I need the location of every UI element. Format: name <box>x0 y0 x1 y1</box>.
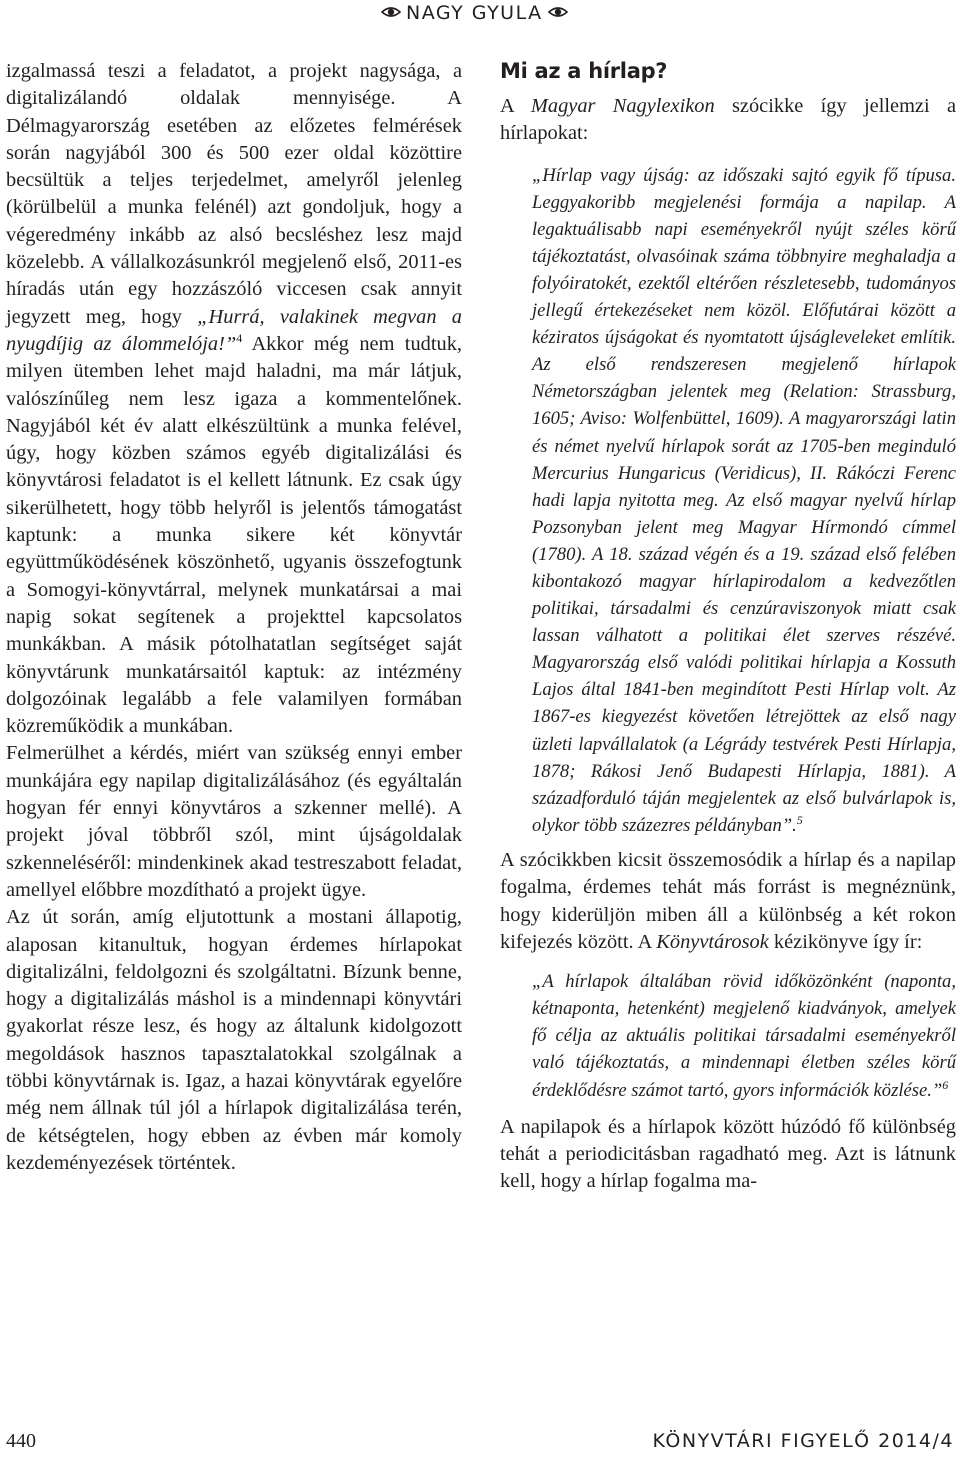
block-quote <box>532 162 956 839</box>
running-title-text: NAGY GYULA <box>406 2 543 24</box>
left-column <box>6 58 462 1177</box>
paragraph-text: A <box>500 95 531 117</box>
paragraph: Az út során, amíg eljutottunk a mostani állapotig, alaposan kitanultuk, hogyan érdemes hírlapokat digitalizálni, feldolgozni és szolgáltatni. Bízunk benne, hogy a digitalizálás máshol is a mindennapi könyvtári gyakorlat része lesz, és hogy az általunk kidolgozott megoldások hasznos tapasztalatokkal szolgálnak a többi könyvtárnak is. Igaz, a hazai könyvtárak egyelőre még nem állnak túl jól a hírlapok digitalizálása terén, de kétségtelen, hogy ebben az évben már komoly kezdeményezések történtek. <box>6 906 462 1174</box>
eye-icon <box>381 6 401 18</box>
quote-text: „Hírlap vagy újság: az időszaki sajtó egyik fő típusa. Leggyakoribb megjelenési formája a napilap. A legaktuálisabb napi eseményekről nyújt széles körű tájékoztatást, olvasóinak száma többnyire meghaladja a folyóiratokét, ezektől eltérően részletesebb, tudományos jellegű értekezéseket nem közöl. Előfutárai között a kéziratos újságokat és nyomtatott újságleveleket említik. Az első rendszeresen megjelenő hírlapok Németországban jelentek meg (Relation: Strassburg, 1605; Aviso: Wolfenbüttel, 1609). A magyarországi latin és német nyelvű hírlapok sorát az 1705-ben meginduló Mercurius Hungaricus (Veridicus), II. Rákóczi Ferenc hadi lapja nyitotta meg. Az első magyar nyelvű hírlap Pozsonyban jelent meg Magyar Hírmondó címmel (1780). A 18. század végén és a 19. század első felében kibontakozó magyar hírlapirodalom a kedvezőtlen politikai, társadalmi és cenzúraviszonyok miatt csak lassan válhatott a politikai élet szerves részévé. Magyarország első valódi politikai hírlapja a Kossuth Lajos által 1841-ben megindított Pesti Hírlap volt. Az 1867-es kiegyezést követően létrejöttek az első nagy üzleti lapvállalatok (a Légrády testvérek Pesti Hírlapja, 1878; Rákosi Jenő Budapesti Hírlapja, 1881). A századforduló táján megjelentek az első bulvárlapok is, olykor több százezres példányban”. <box>532 164 956 836</box>
paragraph-text: szócikke így jellemzi a hírlapokat: <box>500 95 956 145</box>
right-column <box>500 58 956 1195</box>
paragraph-text: kézikönyve így ír: <box>768 930 923 953</box>
paragraph <box>6 58 462 740</box>
paragraph-text: A szócikkben kicsit összemosódik a hírlap és a napilap fogalma, érdemes tehát más forrást is megnéznünk, hogy kiderüljön miben áll a különbség a két rokon kifejezés között. A <box>500 848 956 953</box>
paragraph <box>500 93 956 148</box>
paragraph-text: Akkor még nem tudtuk, milyen ütemben lehet majd haladni, ma már látjuk, valószínűleg nem lesz igaza a kommentelőnek. Nagyjából két év alatt elkészültünk a munka felével, úgy, hogy közben számos egyéb digitalizálási és könyvtárosi feladatot is el kellett látnunk. Ez csak úgy sikerülhetett, hogy több helyről is jelentős támogatást kaptunk: a munka sikere két könyvtár együttműködésének köszönhető, ugyanis összefogtunk a Somogyi-könyvtárral, melynek munkatársai a mai napig sokat segítenek a projekttel kapcsolatos munkákban. A másik pótolhatatlan segítséget saját könyvtárunk munkatársaitól kaptuk: az intézmény dolgozóinak legalább a fele valamilyen formában közreműködik a munkában. <box>6 332 462 738</box>
paragraph-text: izgalmassá teszi a feladatot, a projekt nagysága, a digitalizálandó oldalak mennyisége. A Délmagyarország esetében az előzetes felmérések során nagyjából 300 és 500 ezer oldal közöttire becsültük a teljes terjedelmet, amelyről jelenleg (körülbelül a munka felénél) azt gondoljuk, hogy a végeredmény inkább az alsó becsléshez lesz majd közelebb. A vállalkozásunkról megjelenő első, 2011-es híradás után egy hozzászóló viccesen csak annyit jegyzett meg, hogy <box>6 60 462 328</box>
source-title: Magyar Nagylexikon <box>530 95 715 117</box>
footnote-marker: 6 <box>942 1077 949 1092</box>
paragraph: Felmerülhet a kérdés, miért van szükség ennyi ember munkájára egy napilap digitalizálásához (és egyáltalán hogyan fér ennyi könyvtáros a szkenner mellé). A projekt jóval többről szól, mint újságoldalak szkenneléséről: mindenkinek akad testreszabott feladat, amellyel előbbre mozdítható a projekt ügye. <box>6 742 462 901</box>
running-title <box>376 2 573 24</box>
paragraph <box>500 847 956 956</box>
paragraph: A napilapok és a hírlapok között húzódó fő különbség tehát a periodicitásban ragadható meg. Azt is látnunk kell, hogy a hírlap fogalma ma- <box>500 1115 956 1193</box>
quoted-comment: „Hurrá, valakinek megvan a nyugdíjig az álommelója!” <box>6 305 462 355</box>
footnote-marker: 5 <box>796 812 803 827</box>
source-title: Könyvtárosok <box>656 930 769 953</box>
footnote-marker: 4 <box>236 331 243 346</box>
page-number: 440 <box>6 1430 36 1452</box>
page-header <box>0 0 960 26</box>
eye-icon <box>548 6 568 18</box>
block-quote <box>532 968 956 1103</box>
quote-text: „A hírlapok általában rövid időközönként (naponta, kétnaponta, hetenként) megjelenő kiadványok, amelyek fő célja az aktuális politikai társadalmi eseményekről való tájékoztatás, a mindennapi életben széles körű érdeklődésre számot tartó, gyors információk közlése.” <box>532 971 956 1101</box>
journal-name: KÖNYVTÁRI FIGYELŐ 2014/4 <box>652 1430 954 1452</box>
section-heading: Mi az a hírlap? <box>500 59 668 83</box>
